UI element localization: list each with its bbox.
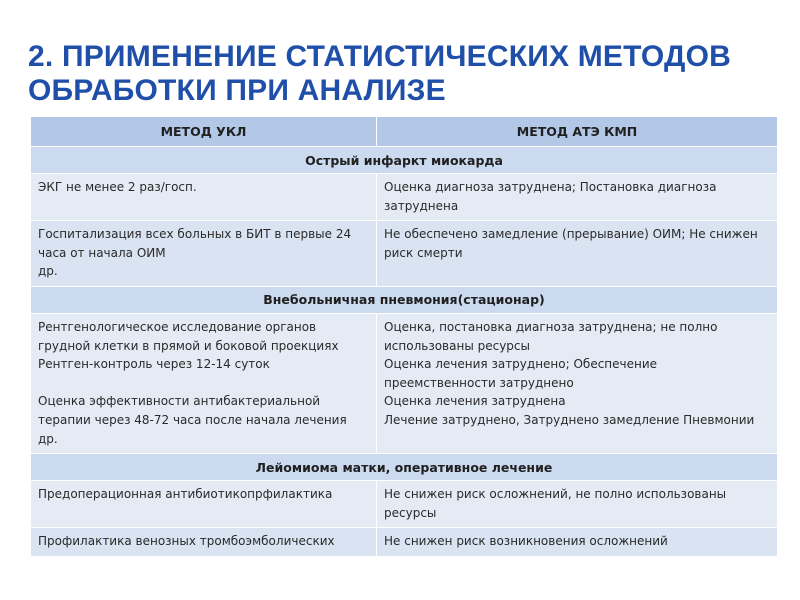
method-cell: Рентгенологическое исследование органов грудной клетки в прямой и боковой проекциях Рентген-контроль через 12-14 суток Оценка эффективности антибактериальной терапии через 48-72 часа после начала лечения др. xyxy=(31,313,377,453)
assessment-cell: Не снижен риск возникновения осложнений xyxy=(377,528,778,557)
section-row xyxy=(31,286,778,313)
comparison-table-container xyxy=(30,116,777,586)
header-row xyxy=(31,117,778,147)
title-line-1: 2. ПРИМЕНЕНИЕ СТАТИСТИЧЕСКИХ МЕТОДОВ xyxy=(28,40,732,73)
title-line-2: ОБРАБОТКИ ПРИ АНАЛИЗЕ xyxy=(28,74,446,107)
section-row xyxy=(31,454,778,481)
table-row xyxy=(31,221,778,287)
section-title: Внебольничная пневмония(стационар) xyxy=(31,286,778,313)
section-title: Лейомиома матки, оперативное лечение xyxy=(31,454,778,481)
method-cell: Предоперационная антибиотикопрфилактика xyxy=(31,481,377,528)
section-row xyxy=(31,147,778,174)
assessment-cell: Оценка диагноза затруднена; Постановка диагноза затруднена xyxy=(377,174,778,221)
table-row xyxy=(31,313,778,453)
method-cell: ЭКГ не менее 2 раз/госп. xyxy=(31,174,377,221)
method-cell: Госпитализация всех больных в БИТ в первые 24 часа от начала ОИМ др. xyxy=(31,221,377,287)
method-cell: Профилактика венозных тромбоэмболических xyxy=(31,528,377,557)
assessment-cell: Не обеспечено замедление (прерывание) ОИМ; Не снижен риск смерти xyxy=(377,221,778,287)
table-row xyxy=(31,528,778,557)
header-method-ate-kmp: МЕТОД АТЭ КМП xyxy=(377,117,778,147)
page-title xyxy=(28,40,788,108)
assessment-cell: Не снижен риск осложнений, не полно использованы ресурсы xyxy=(377,481,778,528)
header-method-ukl: МЕТОД УКЛ xyxy=(31,117,377,147)
assessment-cell: Оценка, постановка диагноза затруднена; не полно использованы ресурсы Оценка лечения затруднено; Обеспечение преемственности затруднено Оценка лечения затруднена Лечение затруднено, Затруднено замедление Пневмонии xyxy=(377,313,778,453)
table-row xyxy=(31,174,778,221)
table-row xyxy=(31,481,778,528)
comparison-table xyxy=(30,116,777,557)
section-title: Острый инфаркт миокарда xyxy=(31,147,778,174)
